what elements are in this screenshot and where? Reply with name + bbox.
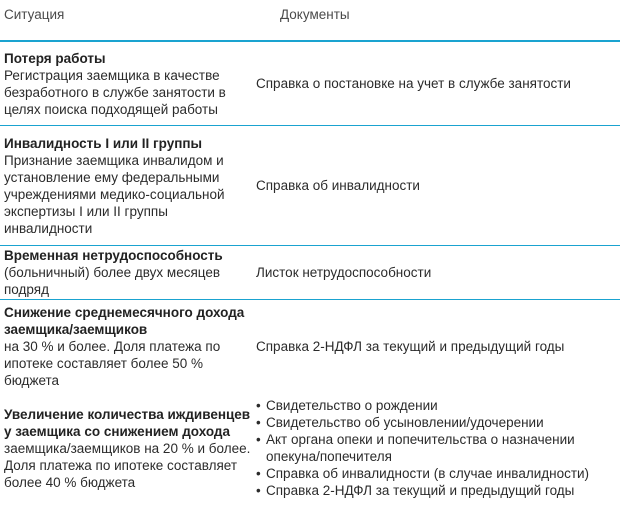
situation-cell [0, 50, 256, 118]
table-row [0, 126, 620, 246]
situation-description: (больничный) более двух месяцев подряд [4, 265, 221, 297]
list-item: • Справка об инвалидности (в случае инвалидности) [256, 465, 620, 482]
table-row [0, 42, 620, 126]
documents-cell: Справка о постановке на учет в службе занятости [256, 76, 571, 91]
list-item: • Свидетельство об усыновлении/удочерении [256, 414, 620, 431]
situation-cell [0, 135, 256, 237]
table-header [0, 0, 620, 42]
situation-description: на 30 % и более. Доля платежа по ипотеке составляет более 50 % бюджета [4, 338, 221, 388]
situation-description: заемщика/заемщиков на 20 % и более. Доля платежа по ипотеке составляет более 40 % бюджета [4, 440, 251, 490]
table-row [0, 246, 620, 300]
situation-title: Инвалидность I или II группы [4, 135, 203, 151]
table-row [0, 392, 620, 504]
documents-cell: Справка об инвалидности [256, 178, 420, 193]
situation-cell [0, 304, 256, 389]
list-item: • Свидетельство о рождении [256, 397, 620, 414]
situation-cell [0, 247, 256, 298]
documents-list [256, 397, 620, 499]
situation-title: Увеличение количества иждивенцев у заемщика со снижением дохода [4, 406, 251, 439]
situation-description: Признание заемщика инвалидом и установление ему федеральными учреждениями медико-социальной экспертизы I или II группы инвалидности [4, 152, 225, 236]
situation-description: Регистрация заемщика в качестве безработного в службе занятости в целях поиска подходящей работы [4, 67, 226, 117]
documents-cell: Листок нетрудоспособности [256, 265, 432, 280]
header-situation: Ситуация [4, 7, 65, 22]
table-row [0, 300, 620, 392]
documents-cell [256, 397, 620, 499]
situation-title: Потеря работы [4, 50, 106, 66]
situation-title: Снижение среднемесячного дохода заемщика/заемщиков [4, 304, 245, 337]
list-item: • Акт органа опеки и попечительства о назначении опекуна/попечителя [256, 431, 620, 465]
situation-title: Временная нетрудоспособность [4, 248, 223, 263]
header-documents: Документы [280, 7, 350, 22]
situation-cell [0, 406, 256, 491]
list-item: • Справка 2-НДФЛ за текущий и предыдущий годы [256, 482, 620, 499]
documents-cell: Справка 2-НДФЛ за текущий и предыдущий годы [256, 338, 565, 354]
